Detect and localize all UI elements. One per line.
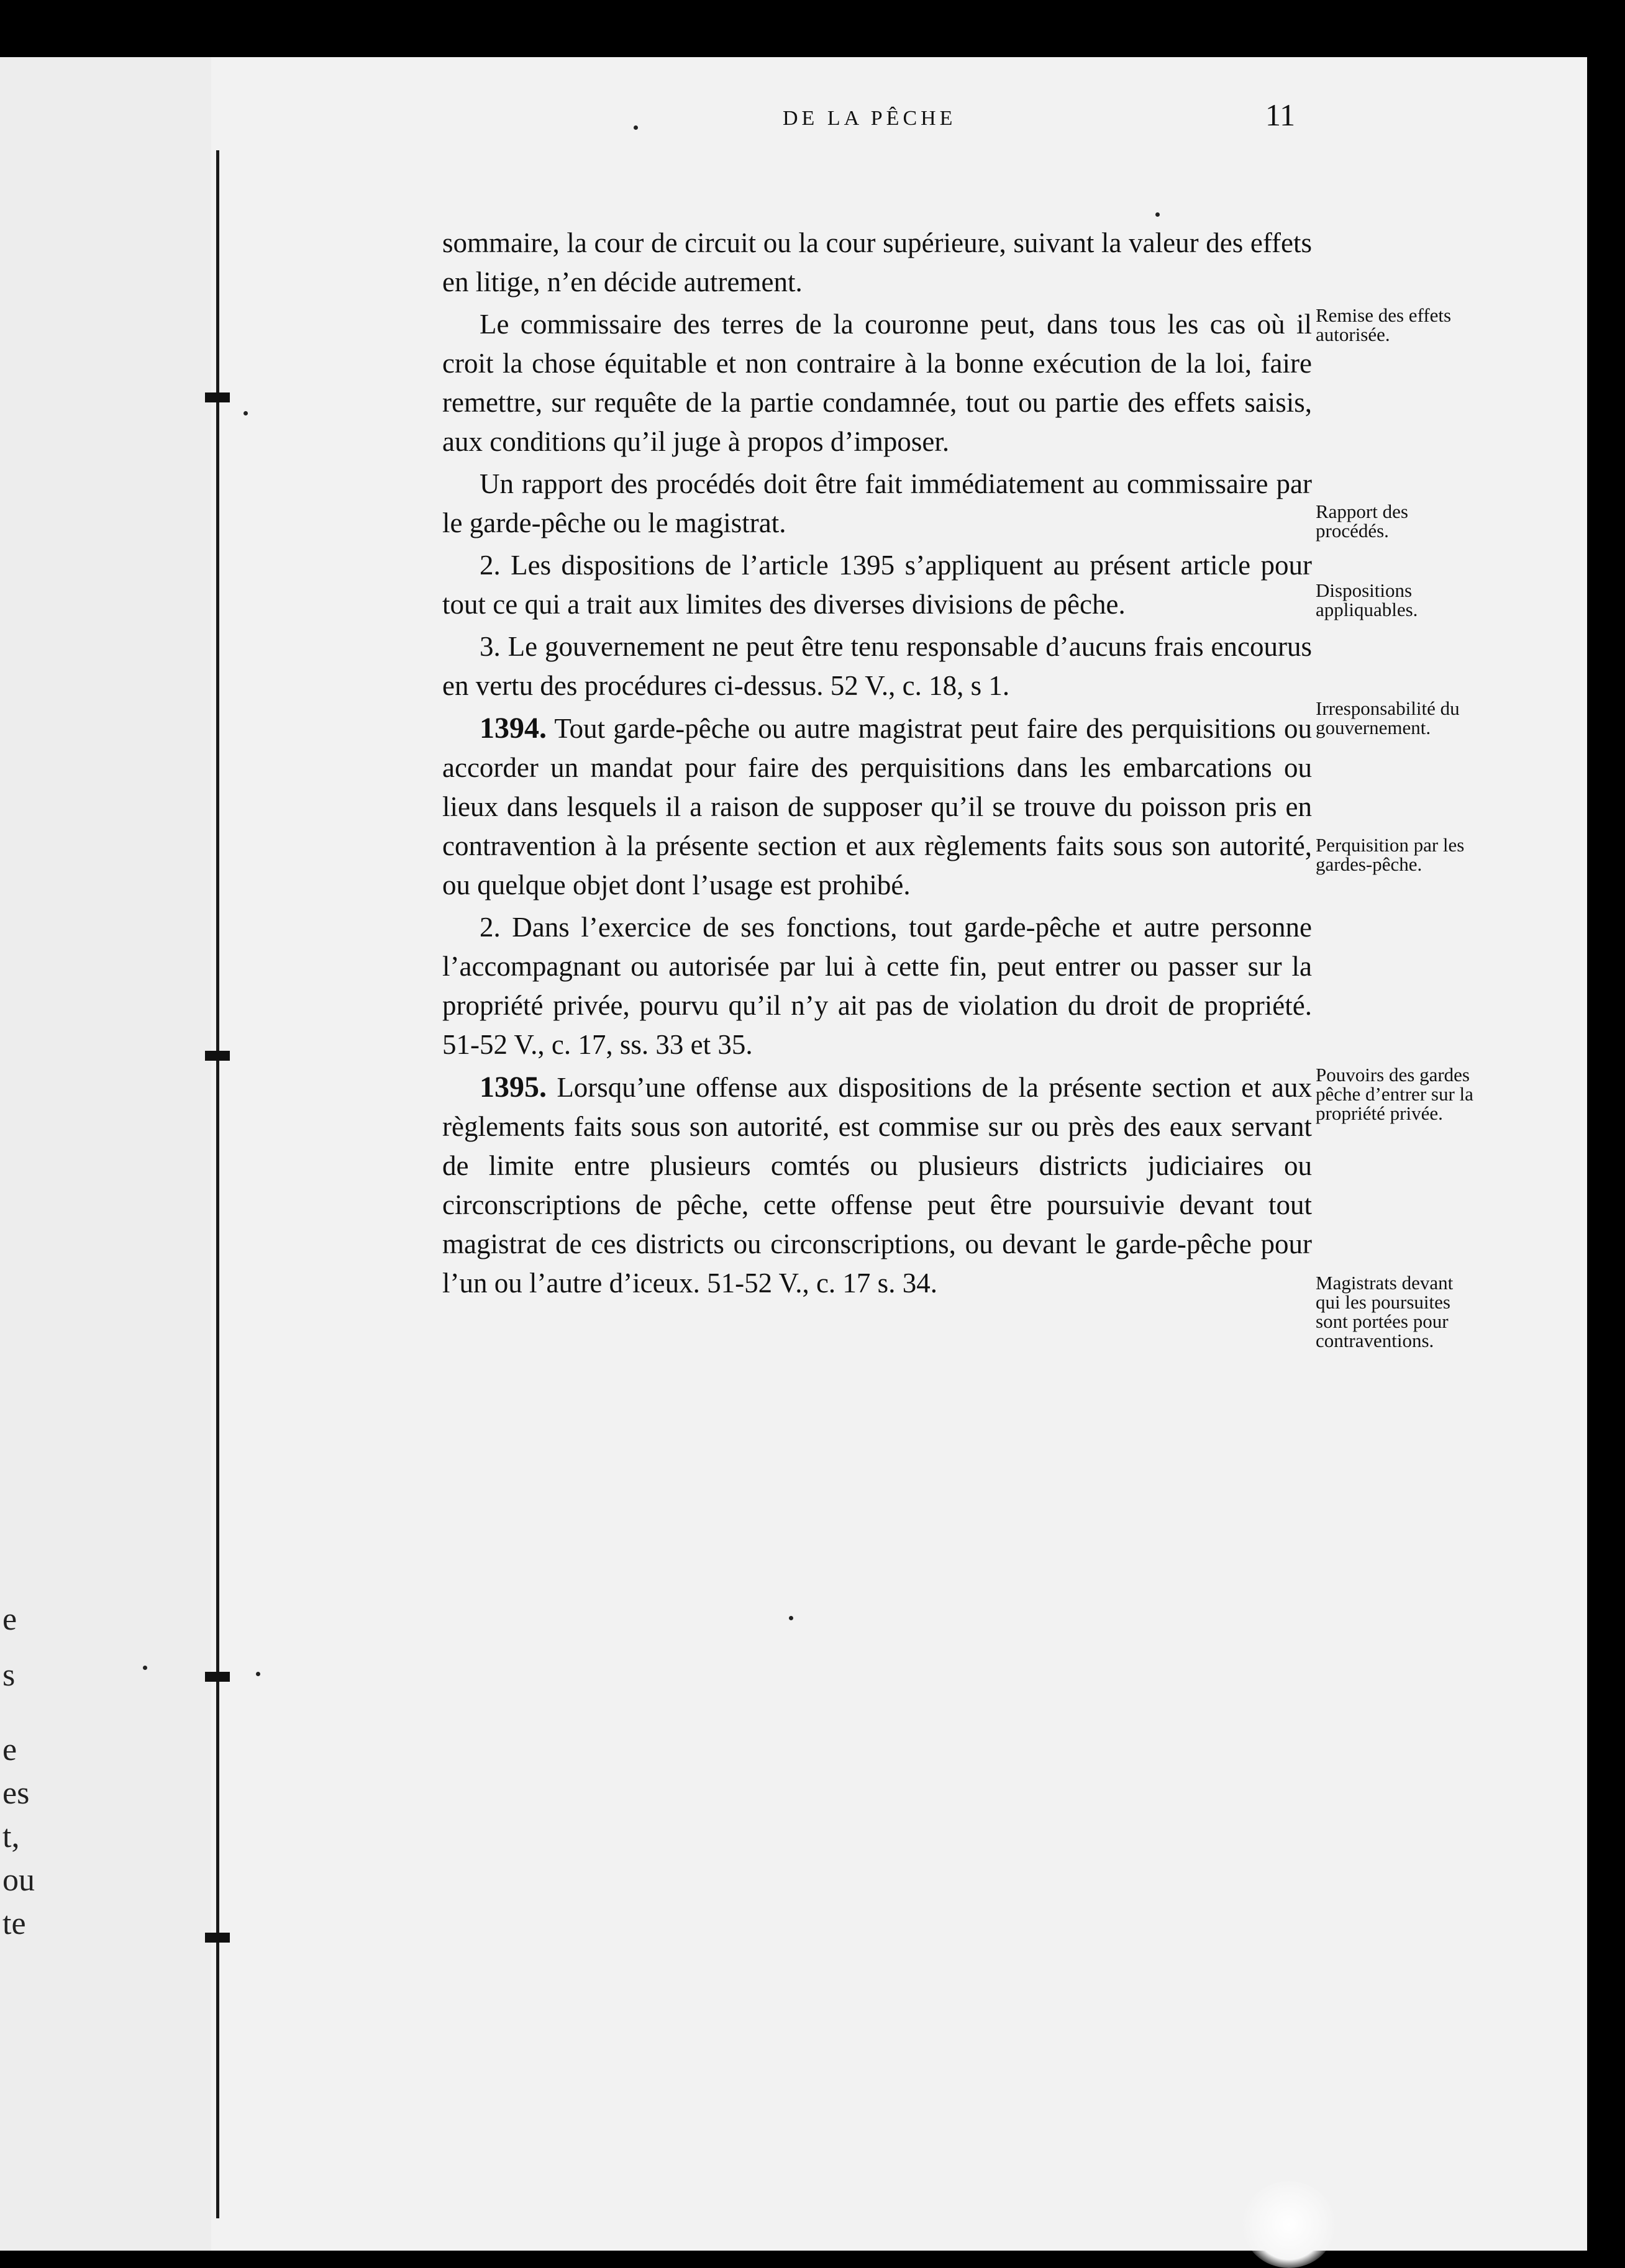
scan-glare [1242, 2181, 1336, 2268]
speck [244, 411, 248, 415]
speck [256, 1672, 260, 1676]
page-number: 11 [1265, 98, 1296, 132]
speck [789, 1616, 793, 1620]
paragraph: sommaire, la cour de circuit ou la cour supérieure, suivant la valeur des effets en litige, n’en décide autrement. [442, 227, 1312, 297]
bleed-text: t, [2, 1819, 20, 1854]
margin-note: Irresponsabilité du gouvernement. [1316, 697, 1460, 738]
paragraph-text: Lorsqu’une offense aux dispositions de la présente section et aux règlements faits sous son autorité, est commise sur ou près des eaux servant de limite entre plusieurs comtés ou plusieurs districts judiciaires ou circonscriptions de pêche, cette offense peut être poursuivie devant tout magistrat de ces districts ou circonscriptions, ou devant le garde-pêche pour l’un ou l’autre d’iceux. 51-52 V., c. 17 s. 34. [442, 1072, 1312, 1299]
bleed-text: te [2, 1906, 26, 1941]
paragraph: 2. Les dispositions de l’article 1395 s’appliquent au présent article pour tout ce qui a trait aux limites des diverses divisions de pêche. [442, 550, 1312, 620]
margin-note: Pouvoirs des gardes pêche d’entrer sur la propriété privée. [1316, 1064, 1473, 1124]
speck [143, 1666, 147, 1670]
paragraph: 2. Dans l’exercice de ses fonctions, tout garde-pêche et autre personne l’accompagnant ou autorisée par lui à cette fin, peut entrer ou passer sur la propriété privée, pourvu qu’il n’y ait pas de violation du droit de propriété. 51-52 V., c. 17, ss. 33 et 35. [442, 912, 1312, 1060]
left-page-bleed-strip [0, 57, 211, 2251]
paragraph: 3. Le gouvernement ne peut être tenu responsable d’aucuns frais encourus en vertu des procédures ci-dessus. 52 V., c. 18, s 1. [442, 631, 1312, 701]
page-header [435, 97, 1304, 147]
section-paragraph [442, 1068, 1312, 1303]
section-number: 1395. [480, 1071, 547, 1104]
speck [1155, 212, 1160, 217]
paragraph-text: Tout garde-pêche ou autre magistrat peut faire des perquisitions ou accorder un mandat pour faire des perquisitions dans les embarcations ou lieux dans lesquels il a raison de supposer qu’il se trouve du poisson pris en contravention à la présente section et aux règlements faits sous son autorité, ou quelque objet dont l’usage est prohibé. [442, 713, 1312, 900]
margin-note: Rapport des procédés. [1316, 501, 1408, 542]
bleed-text: e [2, 1602, 17, 1637]
margin-note: Perquisition par les gardes-pêche. [1316, 834, 1465, 875]
bleed-text: e [2, 1732, 17, 1767]
binding-fold-line [216, 150, 219, 2218]
margin-note: Remise des effets autorisée. [1316, 304, 1452, 345]
section-number: 1394. [480, 712, 547, 745]
section-paragraph [442, 709, 1312, 905]
fold-mark [205, 1051, 230, 1061]
paragraph: Un rapport des procédés doit être fait immédiatement au commissaire par le garde-pêche ou le magistrat. [442, 468, 1312, 538]
fold-mark [205, 1933, 230, 1943]
running-head: DE LA PÊCHE [783, 107, 957, 130]
bleed-text: ou [2, 1862, 35, 1898]
bleed-text: s [2, 1658, 16, 1693]
margin-note: Dispositions appliquables. [1316, 579, 1418, 620]
margin-note: Magistrats devant qui les poursuites sont portées pour contraventions. [1316, 1272, 1454, 1351]
fold-mark [205, 392, 230, 402]
fold-mark [205, 1672, 230, 1682]
bleed-text: es [2, 1776, 30, 1811]
body-text [442, 224, 1312, 1303]
paragraph: Le commissaire des terres de la couronne peut, dans tous les cas où il croit la chose équitable et non contraire à la bonne exécution de la loi, faire remettre, sur requête de la partie condamnée, tout ou partie des effets saisis, aux conditions qu’il juge à propos d’imposer. [442, 309, 1312, 457]
